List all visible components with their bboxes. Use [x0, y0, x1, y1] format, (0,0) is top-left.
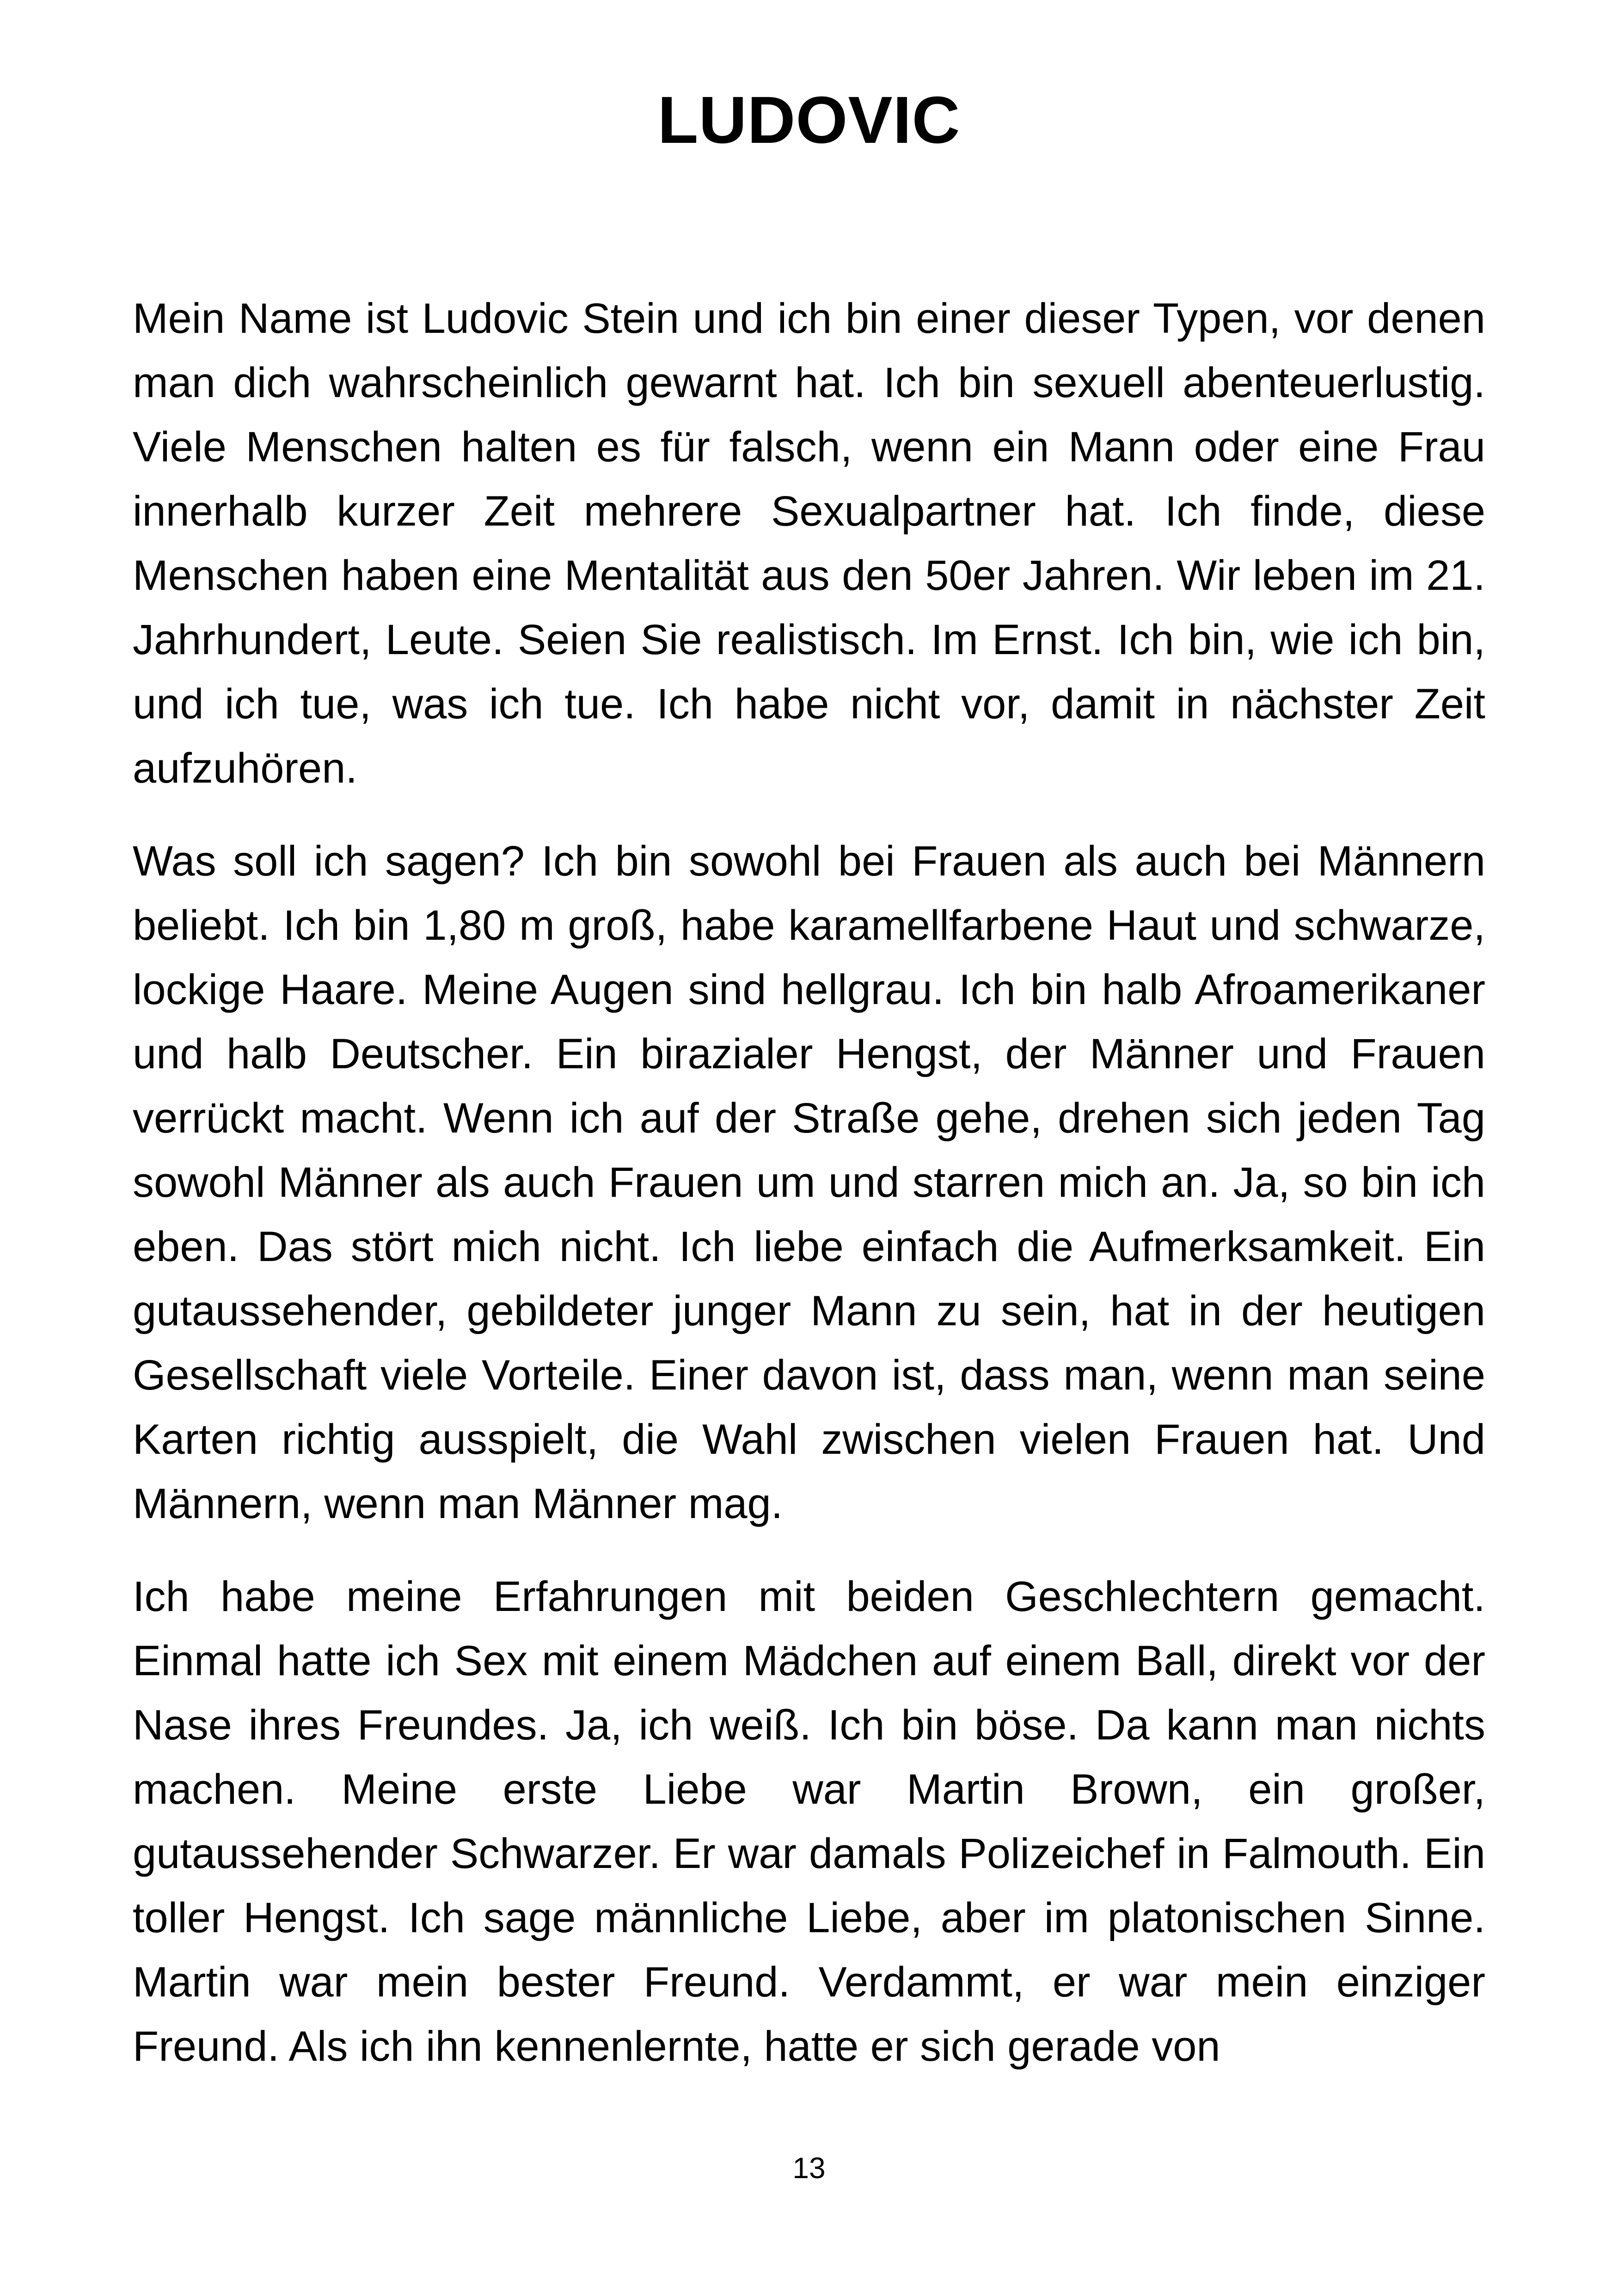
- chapter-body: [133, 287, 1485, 2107]
- paragraph-2: Was soll ich sagen? Ich bin sowohl bei Frauen als auch bei Männern beliebt. Ich bin 1,80 m groß, habe karamellfarbene Haut und schwarze, lockige Haare. Meine Augen sind hellgrau. Ich bin halb Afroamerikaner und halb Deutscher. Ein birazialer Hengst, der Männer und Frauen verrückt macht. Wenn ich auf der Straße gehe, drehen sich jeden Tag sowohl Männer als auch Frauen um und starren mich an. Ja, so bin ich eben. Das stört mich nicht. Ich liebe einfach die Aufmerksamkeit. Ein gutaussehender, gebildeter junger Mann zu sein, hat in der heutigen Gesellschaft viele Vorteile. Einer davon ist, dass man, wenn man seine Karten richtig ausspielt, die Wahl zwischen vielen Frauen hat. Und Männern, wenn man Männer mag.: [133, 838, 1485, 1527]
- paragraph-1: Mein Name ist Ludovic Stein und ich bin einer dieser Typen, vor denen man dich wahrscheinlich gewarnt hat. Ich bin sexuell abenteuerlustig. Viele Menschen halten es für falsch, wenn ein Mann oder eine Frau innerhalb kurzer Zeit mehrere Sexualpartner hat. Ich finde, diese Menschen haben eine Mentalität aus den 50er Jahren. Wir leben im 21. Jahrhundert, Leute. Seien Sie realistisch. Im Ernst. Ich bin, wie ich bin, und ich tue, was ich tue. Ich habe nicht vor, damit in nächster Zeit aufzuhören.: [133, 295, 1485, 792]
- chapter-title: LUDOVIC: [657, 83, 961, 157]
- paragraph-3: Ich habe meine Erfahrungen mit beiden Geschlechtern gemacht. Einmal hatte ich Sex mit einem Mädchen auf einem Ball, direkt vor der Nase ihres Freundes. Ja, ich weiß. Ich bin böse. Da kann man nichts machen. Meine erste Liebe war Martin Brown, ein großer, gutaussehender Schwarzer. Er war damals Polizeichef in Falmouth. Ein toller Hengst. Ich sage männliche Liebe, aber im platonischen Sinne. Martin war mein bester Freund. Verdammt, er war mein einziger Freund. Als ich ihn kennenlernte, hatte er sich gerade von: [133, 1573, 1485, 2070]
- page-number: 13: [792, 2151, 826, 2185]
